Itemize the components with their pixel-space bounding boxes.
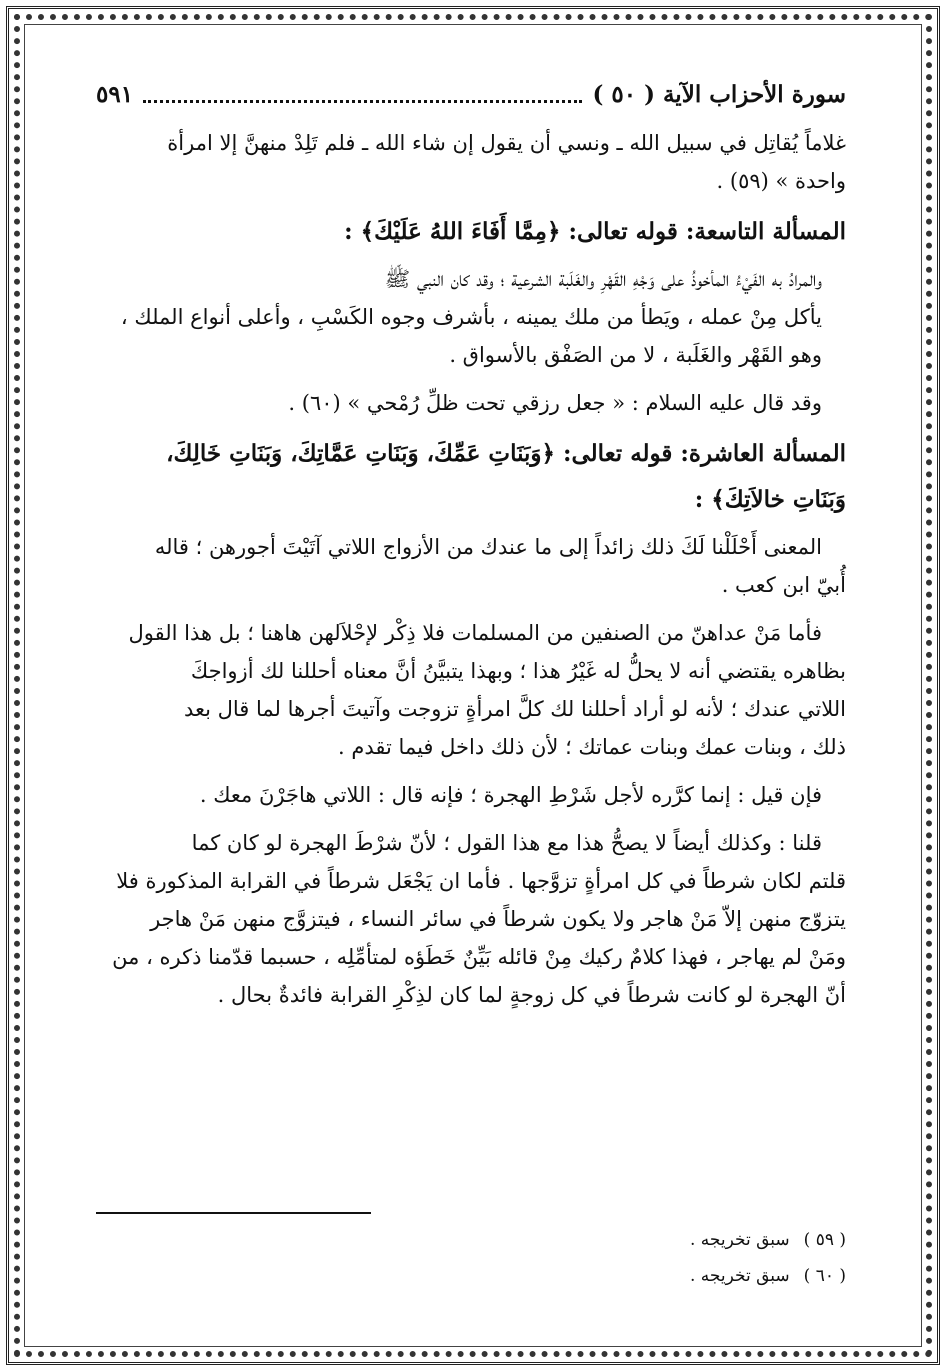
text-line: فإن قيل : إنما كرَّره لأجل شَرْطِ الهجرة ؛ فإنه قال : اللاتي هاجَرْنَ معك . <box>199 783 822 807</box>
text-line: قلنا : وكذلك أيضاً لا يصحُّ هذا مع هذا القول ؛ لأنّ شرْطَ الهجرة لو كان كما <box>191 831 822 855</box>
footnote-separator <box>96 1212 371 1214</box>
header-title: سورة الأحزاب الآية ( ٥٠ ) <box>592 80 846 108</box>
footnote-number: ( ٦٠ ) <box>803 1266 846 1286</box>
paragraph <box>96 824 846 1014</box>
paragraph <box>96 614 846 766</box>
footnote <box>96 1222 846 1258</box>
text-line: بظاهره يقتضي أنه لا يحلُّ له غَيْرُ هذا ؛ وبهذا يتبيَّنُ أنَّ معناه أحللنا لك أزواجكَ <box>190 659 846 683</box>
paragraph <box>96 776 846 814</box>
text-line: اللاتي عندك ؛ لأنه لو أراد أحللنا لك كلَّ امرأةٍ تزوجت وآتيتَ أجرها لما قال بعد <box>183 697 846 721</box>
header-leader-dots <box>143 86 582 103</box>
text-line: أنّ الهجرة لو كانت شرطاً في كل زوجةٍ لما كان لذِكْرِ القرابة فائدةٌ بحال . <box>217 983 846 1007</box>
paragraph <box>96 124 846 200</box>
text-line: يتزوّج منهن إلاّ مَنْ هاجر ولا يكون شرطاً في سائر النساء ، فيتزوَّج منهن مَنْ هاجر <box>150 907 846 931</box>
footnote <box>96 1258 846 1294</box>
text-line: أُبيّ ابن كعب . <box>721 573 846 597</box>
text-line: المعنى أَحْلَلْنا لَكَ ذلك زائداً إلى ما عندك من الأزواج اللاتي آتَيْتَ أجورهن ؛ قاله <box>154 535 822 559</box>
page-content <box>96 72 846 1024</box>
footnotes <box>96 1222 846 1294</box>
footnote-text: سبق تخريجه . <box>689 1230 790 1250</box>
text-line: والمرادُ به الفَيْءُ المأخوذُ على وَجْهِ القَهْرِ والغَلَبة الشرعية ؛ وقد كان النبي ﷺ <box>384 267 822 291</box>
footnote-text: سبق تخريجه . <box>689 1266 790 1286</box>
paragraph <box>96 260 846 374</box>
heading-line: وَبَنَاتِ خالاَتِكَ﴾ : <box>694 486 846 513</box>
section-heading: المسألة التاسعة: قوله تعالى: ﴿مِمَّا أَفَاءَ اللهُ عَلَيْكَ﴾ : <box>344 218 846 245</box>
running-header <box>96 72 846 116</box>
text-line: واحدة » (٥٩) . <box>716 169 846 193</box>
text-line: ذلك ، وبنات عمك وبنات عماتك ؛ لأن ذلك داخل فيما تقدم . <box>338 735 846 759</box>
text-line: قلتم لكان شرطاً في كل امرأةٍ تزوَّجها . فأما ان يَجْعَل شرطاً في القرابة المذكورة فلا <box>116 869 846 893</box>
paragraph <box>96 528 846 604</box>
text-line: غلاماً يُقاتِل في سبيل الله ـ ونسي أن يقول إن شاء الله ـ فلم تَلِدْ منهنَّ إلا امرأة <box>167 131 846 155</box>
text-line: يأكل مِنْ عمله ، ويَطأ من ملك يمينه ، بأشرف وجوه الكَسْبِ ، وأعلى أنواع الملك ، <box>120 305 822 329</box>
section-heading <box>96 432 846 522</box>
text-line: وهو القَهْر والغَلَبة ، لا من الصَفْق بالأسواق . <box>449 343 822 367</box>
paragraph <box>96 384 846 422</box>
page-number: ٥٩١ <box>96 80 134 108</box>
text-line: فأما مَنْ عداهنّ من الصنفين من المسلمات فلا ذِكْر لإحْلاَلهن هاهنا ؛ بل هذا القول <box>128 621 822 645</box>
text-line: ومَنْ لم يهاجر ، فهذا كلامٌ ركيك مِنْ قائله بَيِّنٌ خَطَؤه لمتأمِّلِه ، حسبما قدّمنا ذكره ، من <box>112 945 846 969</box>
footnote-number: ( ٥٩ ) <box>803 1230 846 1250</box>
heading-line: المسألة العاشرة: قوله تعالى: ﴿وَبَنَاتِ عَمِّكَ، وَبَنَاتِ عَمَّاتِكَ، وَبَنَاتِ خَالِكَ، <box>166 440 846 467</box>
text-line: وقد قال عليه السلام : « جعل رزقي تحت ظلِّ رُمْحي » (٦٠) . <box>288 391 822 415</box>
